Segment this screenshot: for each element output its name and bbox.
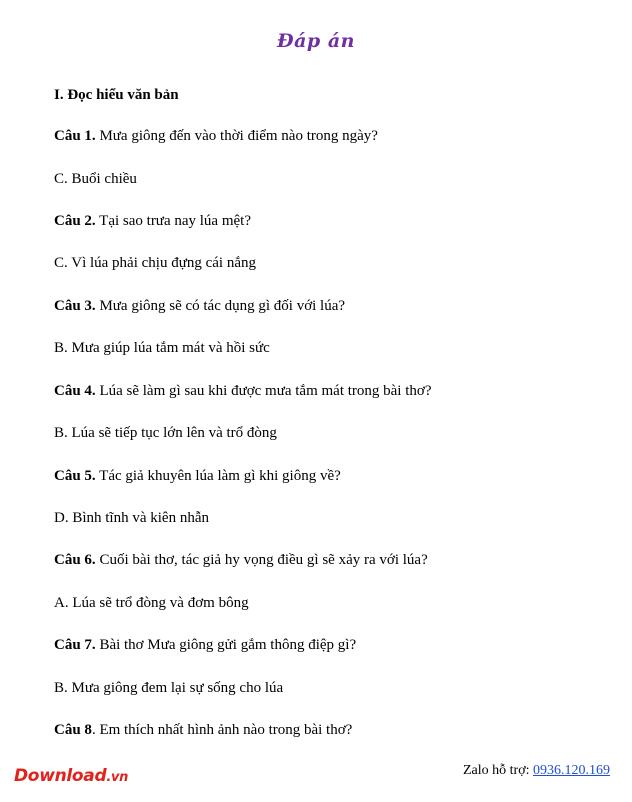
question-label: Câu 3. [54,298,96,314]
answer-1: C. Buổi chiều [54,171,137,187]
question-label: Câu 2. [54,213,96,229]
answer-4: B. Lúa sẽ tiếp tục lớn lên và trổ đòng [54,425,277,441]
question-text: Mưa giông sẽ có tác dụng gì đối với lúa? [95,298,346,314]
question-text: Bài thơ Mưa giông gửi gắm thông điệp gì? [95,637,357,653]
answer-6: A. Lúa sẽ trổ đòng và đơm bông [54,595,249,611]
question-text: Tại sao trưa nay lúa mệt? [95,213,251,229]
question-text: Lúa sẽ làm gì sau khi được mưa tắm mát trong bài thơ? [95,383,432,399]
answer-5: D. Bình tĩnh và kiên nhẫn [54,510,209,526]
support-phone-link[interactable]: 0936.120.169 [533,763,610,778]
question-label: Câu 5. [54,468,96,484]
question-label: Câu 7. [54,637,96,653]
question-label: Câu 4. [54,383,96,399]
support-label: Zalo hỗ trợ: [463,763,533,778]
download-logo[interactable] [14,766,128,786]
question-5 [54,468,341,485]
question-2 [54,213,251,230]
logo-main: Download [14,766,107,786]
question-label: Câu 1. [54,128,96,144]
answer-7: B. Mưa giông đem lại sự sống cho lúa [54,680,284,696]
question-text: Mưa giông đến vào thời điểm nào trong ngày? [95,128,378,144]
logo-suffix: .vn [106,770,129,785]
question-text: Cuối bài thơ, tác giả hy vọng điều gì sẽ xảy ra với lúa? [95,552,428,568]
zalo-support [463,763,610,779]
question-text: Tác giả khuyên lúa làm gì khi giông về? [95,468,341,484]
question-4 [54,383,431,400]
answer-2: C. Vì lúa phải chịu đựng cái nắng [54,255,256,271]
question-7 [54,637,356,654]
question-8 [54,722,352,739]
question-text: . Em thích nhất hình ảnh nào trong bài thơ? [91,722,353,738]
section-heading: I. Đọc hiểu văn bản [54,87,179,103]
question-6 [54,552,428,569]
question-label: Câu 6. [54,552,96,568]
question-label: Câu 8 [54,722,92,738]
answer-3: B. Mưa giúp lúa tắm mát và hồi sức [54,340,270,356]
question-1 [54,128,378,145]
question-3 [54,298,345,315]
page-title: Đáp án [277,30,355,52]
